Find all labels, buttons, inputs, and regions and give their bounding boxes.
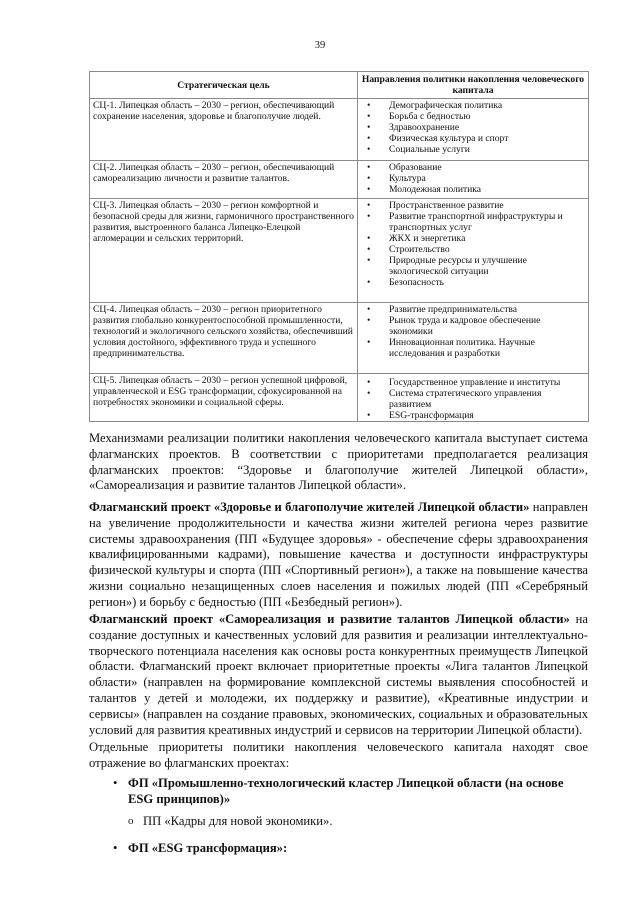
list-item: • ФП «Промышленно-технологический кластер Липецкой области (на основе ESG принципов)» [89,776,588,808]
goal-cell [90,199,358,303]
paragraph-priorities: Отдельные приоритеты политики накопления человеческого капитала находят свое отражение во флагманских проектах: [89,740,588,770]
list-item: • Здравоохранение [361,122,585,133]
table-row [90,161,589,199]
list-item: • ЖКХ и энергетика [361,233,585,244]
paragraph-mechanisms: Механизмами реализации политики накопления человеческого капитала выступает система флагманских проектов. В соответствии с приоритетами предполагается реализация флагманских проектов: “Здоровье и благополучие жителей Липецкой области», «Самореализация и развитие талантов Липецкой области». [89,431,588,493]
list-item: • Инновационная политика. Научные исследования и разработки [361,337,585,359]
list-item: • Пространственное развитие [361,200,585,211]
goal-text: СЦ-1. Липецкая область – 2030 – регион, обеспечивающий сохранение населения, здоровье и благополучие людей. [93,100,335,122]
strategic-goals-table [89,71,589,422]
list-item: • Демографическая политика [361,100,585,111]
list-item: • Государственное управление и институты [361,377,585,388]
goal-text: СЦ-4. Липецкая область – 2030 – регион приоритетного развития глобально конкурентоспособной промышленности, технологий и экологичного сельского хозяйства, обеспечивший условия достойного, эффективного труда и успешного предпринимательства. [93,304,353,359]
list-item: • Рынок труда и кадровое обеспечение экономики [361,315,585,337]
list-item: • ESG-трансформация [361,410,585,421]
list-item: • Система стратегического управления развитием [361,388,585,410]
list-item: • Природные ресурсы и улучшение экологической ситуации [361,255,585,277]
list-item: • Строительство [361,244,585,255]
list-item: • Развитие транспортной инфраструктуры и транспортных услуг [361,211,585,233]
list-item: • Молодежная политика [361,184,585,195]
list-item: • Борьба с бедностью [361,111,585,122]
goal-text: СЦ-5. Липецкая область – 2030 – регион успешной цифровой, управленческой и ESG трансформации, сфокусированной на потребностях экономики и социальной сферы. [93,375,348,408]
flagship-title: Флагманский проект «Здоровье и благополучие жителей Липецкой области» [89,500,530,514]
paragraph-health-flagship: Флагманский проект «Здоровье и благополучие жителей Липецкой области» направлен на увеличение продолжительности и качества жизни жителей региона через развитие системы здравоохранения (ПП «Будущее здоровья» - обеспечение сферы здравоохранения квалифицированными кадрами), повышение качества и доступности инфраструктуры физической культуры и спорта (ПП «Спортивный регион»), а также на повышение качества жизни социально незащищенных слоев населения и пожилых людей (ПП «Серебряный регион») и борьбу с бедностью (ПП «Безбедный регион»). [89,500,588,609]
directions-cell [358,303,589,374]
list-item: • Социальные услуги [361,144,585,155]
directions-cell [358,374,589,422]
page-number: 39 [314,40,326,51]
directions-cell [358,199,589,303]
directions-cell [358,161,589,199]
paragraph-talents-flagship: Флагманский проект «Самореализация и развитие талантов Липецкой области» на создание доступных и качественных условий для развития и реализации интеллектуально-творческого потенциала населения как основы роста конкурентных преимуществ Липецкой области. Флагманский проект включает приоритетные проекты «Лига талантов Липецкой области» (направлен на формирование комплексной системы выявления способностей и талантов у детей и молодежи, их поддержку и развитие), «Креативные индустрии и сервисы» (направлен на создание правовых, экономических, социальных и образовательных условий для развития креативных индустрий и сервисов на территории Липецкой области). [89,612,588,737]
table-row [90,303,589,374]
directions-cell [358,99,589,161]
table-header-row [90,72,589,99]
goal-text: СЦ-2. Липецкая область – 2030 – регион, обеспечивающий самореализацию личности и развитие талантов. [93,162,335,184]
table-row [90,99,589,161]
list-item: • Образование [361,162,585,173]
goal-cell [90,161,358,199]
list-item: • Развитие предпринимательства [361,304,585,315]
list-item: • Культура [361,173,585,184]
goal-cell [90,303,358,374]
list-item: o ПП «Кадры для новой экономики». [89,814,588,830]
table-row [90,199,589,303]
column-header-directions: Направления политики накопления человеческого капитала [358,72,589,99]
goal-text: СЦ-3. Липецкая область – 2030 – регион комфортной и безопасной среды для жизни, гармоничного пространственного развития, выстроенного баланса Липецко-Елецкой агломерации и сельских территорий. [93,200,354,244]
list-item: • ФП «ESG трансформация»: [89,841,588,857]
flagship-list [89,776,588,857]
column-header-goal: Стратегическая цель [90,72,358,99]
list-item: • Физическая культура и спорт [361,133,585,144]
flagship-title: Флагманский проект «Самореализация и развитие талантов Липецкой области» [89,612,570,626]
goal-cell [90,374,358,422]
goal-cell [90,99,358,161]
list-item: • Безопасность [361,277,585,288]
table-row [90,374,589,422]
